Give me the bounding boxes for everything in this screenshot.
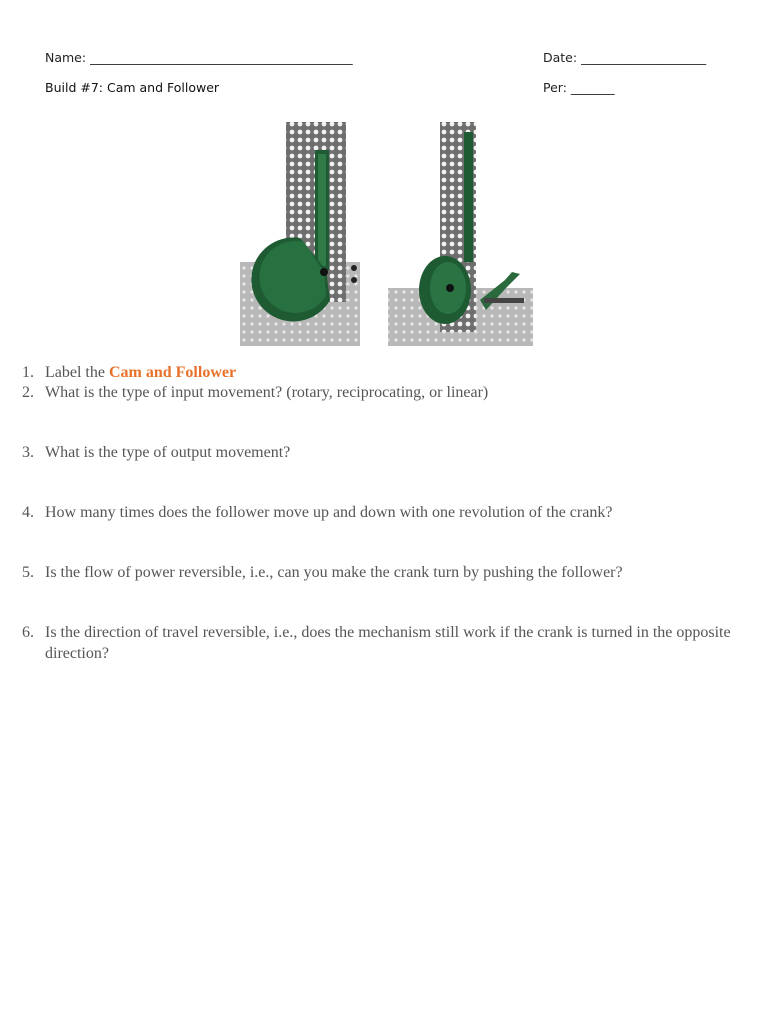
question-1-prefix: Label the — [45, 364, 109, 381]
period-field — [543, 80, 615, 95]
question-text: What is the type of input movement? (rotary, reciprocating, or linear) — [45, 384, 489, 401]
question-text: Is the direction of travel reversible, i.e., does the mechanism still work if the crank is turned in the opposite direction? — [45, 624, 731, 662]
question-number: 6. — [22, 624, 34, 641]
question-1 — [22, 362, 742, 383]
question-number: 1. — [22, 364, 34, 381]
worksheet-title — [45, 80, 219, 95]
question-5 — [22, 562, 742, 583]
question-3 — [22, 442, 742, 463]
cam-follower-photo — [240, 120, 533, 346]
question-text: How many times does the follower move up and down with one revolution of the crank? — [45, 504, 613, 521]
date-field — [543, 50, 706, 65]
question-text: Is the flow of power reversible, i.e., can you make the crank turn by pushing the follower? — [45, 564, 623, 581]
question-number: 2. — [22, 384, 34, 401]
question-number: 3. — [22, 444, 34, 461]
date-label: Date: — [543, 50, 578, 65]
worksheet-title-text: Build #7: Cam and Follower — [45, 80, 220, 95]
question-text: What is the type of output movement? — [45, 444, 291, 461]
question-number: 4. — [22, 504, 34, 521]
name-field — [45, 50, 353, 65]
date-blank: ____________________ — [581, 50, 707, 65]
question-4 — [22, 502, 742, 523]
name-label: Name: — [45, 50, 87, 65]
per-label: Per: — [543, 80, 567, 95]
name-blank: __________________________________________ — [90, 50, 353, 65]
cam-follower-highlight: Cam and Follower — [108, 364, 237, 381]
question-6 — [22, 622, 742, 664]
question-2 — [22, 382, 742, 403]
question-number: 5. — [22, 564, 34, 581]
per-blank: _______ — [570, 80, 615, 95]
question-text — [45, 362, 742, 383]
